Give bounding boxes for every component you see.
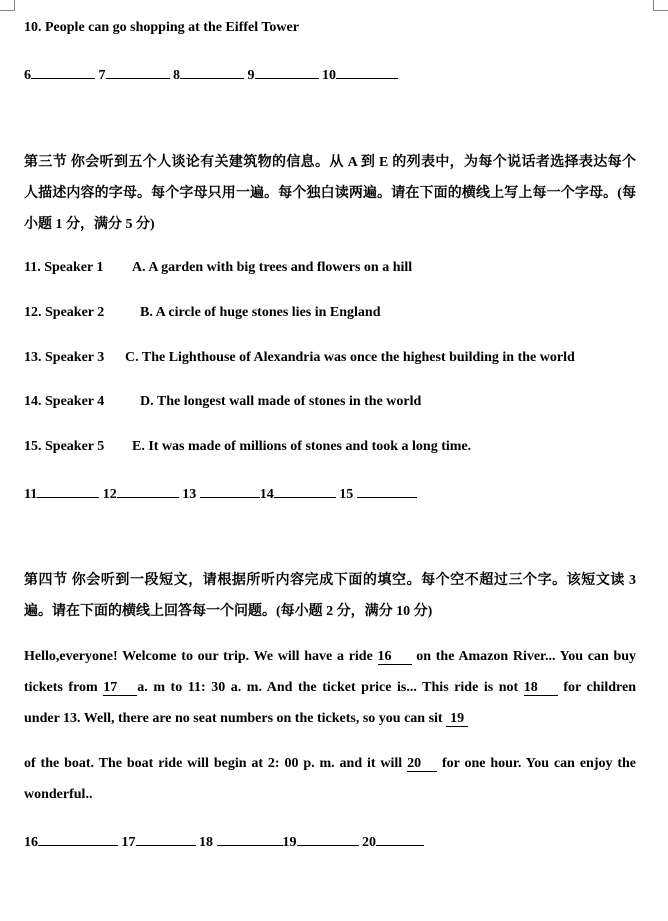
speaker-row-2 [24, 305, 381, 321]
page-corner-mark-left [0, 0, 15, 11]
answer-blank[interactable] [357, 483, 417, 498]
speaker-label: 11. Speaker 1 [24, 260, 104, 275]
answer-row-11-15 [24, 483, 417, 503]
answer-blank[interactable] [376, 831, 424, 846]
section-3-line-1: 第三节 你会听到五个人谈论有关建筑物的信息。从 A 到 E 的列表中，为每个说话者选择表达每个 [24, 155, 636, 170]
answer-label: 17 [121, 835, 136, 850]
answer-label: 19 [282, 835, 297, 850]
answer-blank[interactable] [37, 483, 99, 498]
speaker-label: 12. Speaker 2 [24, 305, 105, 320]
answer-label: 15 [339, 487, 354, 502]
passage-blank-16[interactable]: 16 [378, 650, 412, 665]
answer-blank[interactable] [180, 64, 244, 79]
passage [24, 641, 636, 810]
answer-row-16-20 [24, 831, 424, 851]
speaker-option: B. A circle of huge stones lies in England [140, 305, 381, 320]
passage-blank-20[interactable]: 20 [407, 757, 437, 772]
answer-label: 16 [24, 835, 38, 850]
answer-label: 14 [259, 487, 274, 502]
answer-blank[interactable] [255, 64, 319, 79]
answer-label: 12 [102, 487, 117, 502]
speaker-option: E. It was made of millions of stones and took a long time. [132, 439, 472, 454]
passage-line-4 [24, 748, 636, 779]
speaker-label: 15. Speaker 5 [24, 439, 105, 454]
answer-row-6-10 [24, 64, 398, 84]
speaker-row-4 [24, 394, 421, 410]
passage-text: a. m to 11: 30 a. m. And the ticket price is... This ride is not [137, 680, 519, 695]
speaker-row-1 [24, 260, 412, 276]
passage-text: tickets from [24, 680, 98, 695]
section-4-line-1: 第四节 你会听到一段短文，请根据所听内容完成下面的填空。每个空不超过三个字。该短文读 3 [24, 573, 636, 588]
answer-blank[interactable] [217, 831, 283, 846]
passage-text: of the boat. The boat ride will begin at 2: 00 p. m. and it will [24, 756, 403, 771]
answer-blank[interactable] [38, 831, 118, 846]
section-3-instructions [24, 147, 636, 240]
passage-text: for children [563, 680, 637, 695]
section-4-line-2: 遍。请在下面的横线上回答每一个问题。(每小题 2 分，满分 10 分) [24, 604, 433, 619]
speaker-option: C. The Lighthouse of Alexandria was once the highest building in the world [125, 350, 575, 365]
answer-blank[interactable] [336, 64, 398, 79]
passage-line-3 [24, 703, 636, 734]
page-corner-mark-right [653, 0, 668, 11]
answer-blank[interactable] [136, 831, 196, 846]
answer-label: 8 [173, 68, 180, 83]
speaker-option: A. A garden with big trees and flowers on a hill [132, 260, 413, 275]
answer-label: 11 [24, 487, 38, 502]
speaker-label: 14. Speaker 4 [24, 394, 105, 409]
passage-text: Hello,everyone! Welcome to our trip. We will have a ride [24, 649, 373, 664]
section-3-line-3: 小题 1 分，满分 5 分) [24, 217, 155, 232]
answer-blank[interactable] [200, 483, 260, 498]
answer-label: 9 [247, 68, 255, 83]
question-10: 10. People can go shopping at the Eiffel Tower [24, 20, 299, 35]
passage-text: under 13. Well, there are no seat numbers on the tickets, so you can sit [24, 711, 443, 726]
passage-line-2 [24, 672, 636, 703]
answer-blank[interactable] [106, 64, 170, 79]
passage-text: on the Amazon River... You can buy [416, 649, 637, 664]
passage-blank-19[interactable]: 19 [446, 712, 468, 727]
answer-label: 13 [182, 487, 197, 502]
passage-text: for one hour. You can enjoy the [441, 756, 637, 771]
speaker-option: D. The longest wall made of stones in the world [140, 394, 422, 409]
speaker-row-3 [24, 350, 575, 366]
passage-blank-17[interactable]: 17 [103, 681, 137, 696]
passage-line-1 [24, 641, 636, 672]
answer-label: 7 [98, 68, 106, 83]
answer-label: 20 [362, 835, 376, 850]
answer-blank[interactable] [297, 831, 359, 846]
answer-blank[interactable] [274, 483, 336, 498]
section-4-instructions [24, 565, 636, 627]
passage-blank-18[interactable]: 18 [524, 681, 558, 696]
answer-label: 10 [322, 68, 336, 83]
answer-blank[interactable] [31, 64, 95, 79]
speaker-label: 13. Speaker 3 [24, 350, 105, 365]
speaker-row-5 [24, 439, 471, 455]
answer-label: 18 [199, 835, 213, 850]
passage-line-5: wonderful.. [24, 787, 93, 802]
section-3-line-2: 人描述内容的字母。每个字母只用一遍。每个独白读两遍。请在下面的横线上写上每一个字母。(每 [24, 186, 636, 201]
answer-label: 6 [24, 68, 31, 83]
answer-blank[interactable] [117, 483, 179, 498]
